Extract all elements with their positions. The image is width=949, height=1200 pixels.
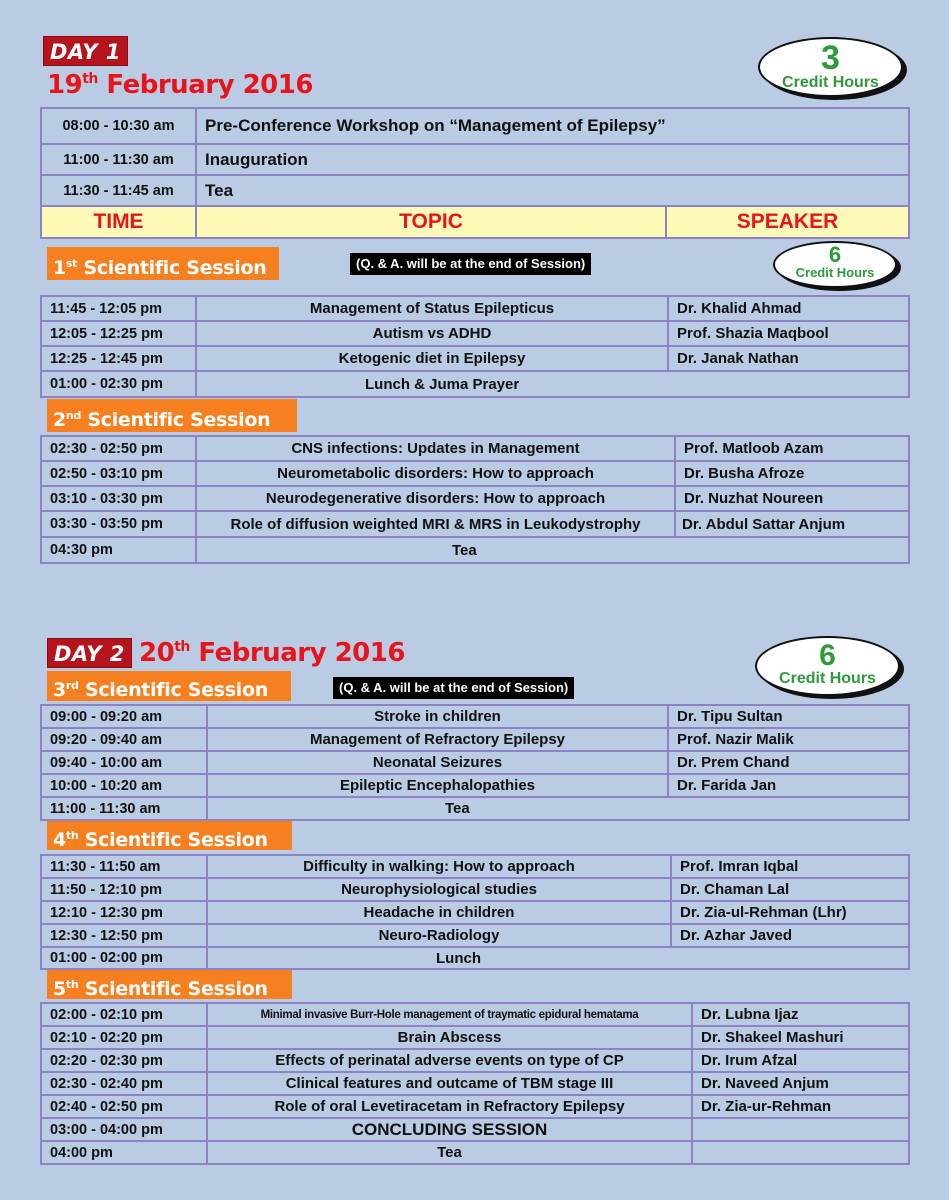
topic-cell: Tea xyxy=(196,175,909,206)
session-number: 5 xyxy=(53,978,66,1000)
time-cell: 12:30 - 12:50 pm xyxy=(41,924,207,947)
table-row xyxy=(41,901,909,924)
speaker-cell: Dr. Irum Afzal xyxy=(692,1049,909,1072)
table-row xyxy=(41,1095,909,1118)
speaker-cell: Dr. Zia-ul-Rehman (Lhr) xyxy=(671,901,909,924)
speaker-cell: Dr. Lubna Ijaz xyxy=(692,1003,909,1026)
time-cell: 02:50 - 03:10 pm xyxy=(41,461,196,486)
session-label: Scientific Session xyxy=(77,257,267,279)
topic-cell: Pre-Conference Workshop on “Management of Epilepsy” xyxy=(196,108,909,144)
date-rest: February 2016 xyxy=(97,70,313,100)
session-4-table xyxy=(40,854,910,970)
session-suffix: nd xyxy=(65,409,82,422)
table-row xyxy=(41,1049,909,1072)
speaker-cell: Dr. Busha Afroze xyxy=(675,461,909,486)
day-2-date xyxy=(139,638,405,668)
header-speaker: SPEAKER xyxy=(666,206,909,238)
credit-hours-badge xyxy=(755,636,900,696)
table-row xyxy=(41,108,909,144)
table-row xyxy=(41,1118,909,1141)
time-cell: 03:30 - 03:50 pm xyxy=(41,511,196,537)
table-row xyxy=(41,175,909,206)
speaker-cell: Prof. Imran Iqbal xyxy=(671,855,909,878)
table-row xyxy=(41,461,909,486)
session-3-table xyxy=(40,704,910,821)
time-cell: 11:50 - 12:10 pm xyxy=(41,878,207,901)
time-cell: 09:20 - 09:40 am xyxy=(41,728,207,751)
time-cell: 11:30 - 11:50 am xyxy=(41,855,207,878)
topic-cell: Autism vs ADHD xyxy=(196,321,668,346)
time-cell: 11:30 - 11:45 am xyxy=(41,175,196,206)
topic-cell: Ketogenic diet in Epilepsy xyxy=(196,346,668,371)
session-suffix: th xyxy=(65,978,79,991)
topic-cell: Headache in children xyxy=(207,901,671,924)
topic-cell: CONCLUDING SESSION xyxy=(207,1118,692,1141)
topic-cell: Tea xyxy=(207,1141,692,1164)
session-label: Scientific Session xyxy=(78,679,268,701)
speaker-cell: Prof. Shazia Maqbool xyxy=(668,321,909,346)
time-cell: 11:45 - 12:05 pm xyxy=(41,296,196,321)
day-1-opening-table xyxy=(40,107,910,239)
session-suffix: st xyxy=(65,257,78,270)
qa-notice: (Q. & A. will be at the end of Session) xyxy=(333,677,574,699)
time-cell: 02:30 - 02:40 pm xyxy=(41,1072,207,1095)
speaker-cell xyxy=(692,1118,909,1141)
session-number: 3 xyxy=(53,679,66,701)
table-row xyxy=(41,144,909,175)
column-header-row xyxy=(41,206,909,238)
table-row xyxy=(41,705,909,728)
speaker-cell xyxy=(692,1141,909,1164)
table-row xyxy=(41,1026,909,1049)
date-day: 20 xyxy=(139,638,175,668)
header-time: TIME xyxy=(41,206,196,238)
topic-cell: CNS infections: Updates in Management xyxy=(196,436,675,461)
date-suffix: th xyxy=(82,71,98,87)
speaker-cell: Dr. Zia-ur-Rehman xyxy=(692,1095,909,1118)
time-cell: 04:00 pm xyxy=(41,1141,207,1164)
speaker-cell: Dr. Nuzhat Noureen xyxy=(675,486,909,511)
topic-cell: Stroke in children xyxy=(207,705,668,728)
speaker-cell: Dr. Chaman Lal xyxy=(671,878,909,901)
time-cell: 02:00 - 02:10 pm xyxy=(41,1003,207,1026)
topic-cell: Brain Abscess xyxy=(207,1026,692,1049)
table-row xyxy=(41,1072,909,1095)
time-cell: 09:00 - 09:20 am xyxy=(41,705,207,728)
time-cell: 02:40 - 02:50 pm xyxy=(41,1095,207,1118)
session-number: 2 xyxy=(53,409,66,431)
credit-hours-badge xyxy=(758,37,903,97)
topic-cell: Neurometabolic disorders: How to approach xyxy=(196,461,675,486)
day-1-date xyxy=(47,70,313,100)
time-cell: 11:00 - 11:30 am xyxy=(41,144,196,175)
session-suffix: th xyxy=(65,829,79,842)
session-label: Scientific Session xyxy=(81,409,271,431)
table-row xyxy=(41,346,909,371)
speaker-cell: Dr. Azhar Javed xyxy=(671,924,909,947)
date-suffix: th xyxy=(174,639,190,655)
table-row xyxy=(41,947,909,969)
table-row xyxy=(41,1003,909,1026)
time-cell: 09:40 - 10:00 am xyxy=(41,751,207,774)
topic-cell: Role of oral Levetiracetam in Refractory Epilepsy xyxy=(207,1095,692,1118)
topic-cell: Role of diffusion weighted MRI & MRS in Leukodystrophy xyxy=(196,511,675,537)
speaker-cell: Prof. Nazir Malik xyxy=(668,728,909,751)
break-cell: Tea xyxy=(207,797,909,820)
topic-cell: Difficulty in walking: How to approach xyxy=(207,855,671,878)
qa-notice: (Q. & A. will be at the end of Session) xyxy=(350,253,591,275)
time-cell: 08:00 - 10:30 am xyxy=(41,108,196,144)
speaker-cell: Dr. Janak Nathan xyxy=(668,346,909,371)
time-cell: 10:00 - 10:20 am xyxy=(41,774,207,797)
time-cell: 03:10 - 03:30 pm xyxy=(41,486,196,511)
table-row xyxy=(41,878,909,901)
time-cell: 12:05 - 12:25 pm xyxy=(41,321,196,346)
table-row xyxy=(41,321,909,346)
session-number: 4 xyxy=(53,829,66,851)
credit-label: Credit Hours xyxy=(795,265,875,280)
speaker-cell: Dr. Shakeel Mashuri xyxy=(692,1026,909,1049)
table-row xyxy=(41,436,909,461)
date-day: 19 xyxy=(47,70,83,100)
time-cell: 11:00 - 11:30 am xyxy=(41,797,207,820)
session-1-table xyxy=(40,295,910,398)
date-rest: February 2016 xyxy=(189,638,405,668)
table-row xyxy=(41,486,909,511)
table-row xyxy=(41,511,909,537)
break-cell: Tea xyxy=(196,537,909,563)
session-5-table xyxy=(40,1002,910,1165)
session-label: Scientific Session xyxy=(78,829,268,851)
speaker-cell: Dr. Prem Chand xyxy=(668,751,909,774)
day-1-badge: DAY 1 xyxy=(43,36,128,66)
session-5-title xyxy=(47,970,292,999)
break-cell: Lunch xyxy=(207,947,909,969)
topic-cell: Inauguration xyxy=(196,144,909,175)
session-label: Scientific Session xyxy=(78,978,268,1000)
speaker-cell: Prof. Matloob Azam xyxy=(675,436,909,461)
topic-cell: Neurophysiological studies xyxy=(207,878,671,901)
session-2-title xyxy=(47,399,297,432)
session-number: 1 xyxy=(53,257,66,279)
credit-label: Credit Hours xyxy=(782,74,879,91)
table-row xyxy=(41,924,909,947)
topic-cell: Neurodegenerative disorders: How to approach xyxy=(196,486,675,511)
credit-number: 6 xyxy=(819,639,836,672)
time-cell: 02:20 - 02:30 pm xyxy=(41,1049,207,1072)
speaker-cell: Dr. Naveed Anjum xyxy=(692,1072,909,1095)
break-cell: Lunch & Juma Prayer xyxy=(196,371,909,397)
topic-cell: Neuro-Radiology xyxy=(207,924,671,947)
time-cell: 01:00 - 02:00 pm xyxy=(41,947,207,969)
time-cell: 02:10 - 02:20 pm xyxy=(41,1026,207,1049)
time-cell: 03:00 - 04:00 pm xyxy=(41,1118,207,1141)
table-row xyxy=(41,751,909,774)
topic-cell: Minimal invasive Burr-Hole management of traymatic epidural hematama xyxy=(207,1003,692,1026)
session-2-table xyxy=(40,435,910,564)
speaker-cell: Dr. Farida Jan xyxy=(668,774,909,797)
table-row xyxy=(41,855,909,878)
topic-cell: Epileptic Encephalopathies xyxy=(207,774,668,797)
topic-cell: Management of Status Epilepticus xyxy=(196,296,668,321)
topic-cell: Neonatal Seizures xyxy=(207,751,668,774)
time-cell: 02:30 - 02:50 pm xyxy=(41,436,196,461)
day-2-badge: DAY 2 xyxy=(47,638,132,668)
speaker-cell: Dr. Tipu Sultan xyxy=(668,705,909,728)
time-cell: 12:25 - 12:45 pm xyxy=(41,346,196,371)
table-row xyxy=(41,371,909,397)
credit-number: 3 xyxy=(821,39,840,77)
topic-cell: Management of Refractory Epilepsy xyxy=(207,728,668,751)
credit-label: Credit Hours xyxy=(779,670,876,687)
table-row xyxy=(41,537,909,563)
topic-cell: Clinical features and outcame of TBM stage III xyxy=(207,1072,692,1095)
table-row xyxy=(41,774,909,797)
table-row xyxy=(41,728,909,751)
table-row xyxy=(41,1141,909,1164)
table-row xyxy=(41,797,909,820)
session-1-title xyxy=(47,247,279,280)
credit-number: 6 xyxy=(828,242,842,267)
time-cell: 12:10 - 12:30 pm xyxy=(41,901,207,924)
speaker-cell: Dr. Abdul Sattar Anjum xyxy=(675,511,909,537)
credit-hours-badge xyxy=(773,241,897,288)
time-cell: 04:30 pm xyxy=(41,537,196,563)
table-row xyxy=(41,296,909,321)
session-3-title xyxy=(47,671,291,701)
session-suffix: rd xyxy=(65,679,79,692)
header-topic: TOPIC xyxy=(196,206,666,238)
time-cell: 01:00 - 02:30 pm xyxy=(41,371,196,397)
topic-cell: Effects of perinatal adverse events on type of CP xyxy=(207,1049,692,1072)
session-4-title xyxy=(47,821,292,850)
speaker-cell: Dr. Khalid Ahmad xyxy=(668,296,909,321)
